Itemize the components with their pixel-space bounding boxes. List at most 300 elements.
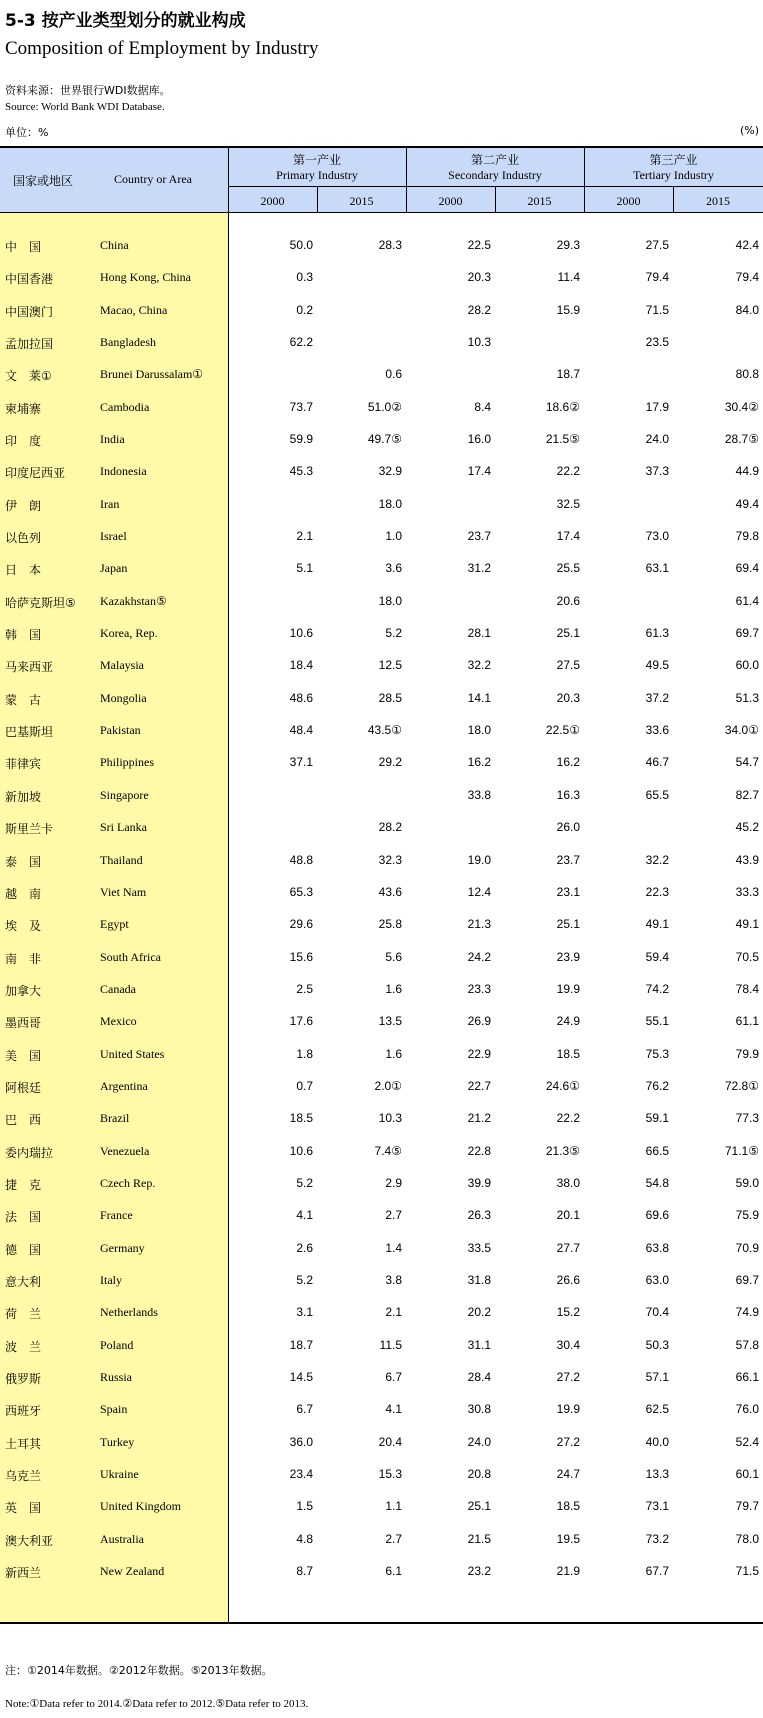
value-cell: 11.4 (557, 270, 580, 285)
value-cell: 62.2 (289, 335, 313, 349)
value-cell: 51.0② (367, 399, 402, 414)
value-cell: 80.8 (735, 367, 759, 382)
value-cell: 61.3 (645, 626, 669, 641)
country-name-en: Mexico (100, 1014, 137, 1029)
value-cell: 70.9 (735, 1240, 759, 1255)
value-cell: 44.9 (735, 464, 759, 479)
country-name-cn: 荷 兰 (5, 1307, 42, 1322)
table-row (0, 1402, 763, 1422)
value-cell: 79.4 (645, 270, 669, 285)
value-cell: 23.7 (467, 529, 491, 544)
value-cell: 5.2 (296, 1175, 313, 1190)
table-row (0, 1241, 763, 1261)
country-name-cn: 马来西亚 (5, 660, 54, 675)
country-name-en: Iran (100, 496, 120, 511)
value-cell: 76.2 (645, 1078, 669, 1093)
value-cell: 70.4 (645, 1305, 669, 1320)
value-cell: 18.4 (289, 658, 313, 673)
value-cell: 32.2 (467, 658, 491, 673)
country-name-en: Brunei Darussalam① (100, 367, 204, 382)
value-cell: 69.4 (735, 561, 759, 576)
page-title-en: Composition of Employment by Industry (5, 38, 319, 59)
value-cell: 49.5 (645, 658, 669, 673)
value-cell: 28.1 (467, 626, 491, 641)
country-name-en: Ukraine (100, 1466, 139, 1481)
value-cell: 50.3 (645, 1337, 669, 1352)
value-cell: 22.5 (467, 238, 491, 252)
country-name-en: Germany (100, 1240, 145, 1255)
table-row (0, 1305, 763, 1325)
value-cell: 36.0 (289, 1434, 313, 1449)
value-cell: 24.6① (545, 1078, 580, 1093)
value-cell: 2.5 (296, 981, 313, 996)
country-name-en: Korea, Rep. (100, 626, 158, 641)
country-name-cn: 中 国 (5, 240, 42, 254)
value-cell: 16.3 (556, 787, 580, 802)
source-cn: 资料来源：世界银行WDI数据库。 (5, 84, 171, 97)
value-cell: 28.2 (467, 302, 491, 317)
table-row (0, 1144, 763, 1164)
table-bottom-border (0, 1622, 763, 1624)
country-name-cn: 文 莱① (5, 369, 52, 384)
value-cell: 4.1 (296, 1208, 313, 1223)
value-cell: 2.6 (296, 1240, 313, 1255)
country-name-en: Thailand (100, 852, 143, 867)
country-name-cn: 俄罗斯 (5, 1371, 42, 1386)
value-cell: 51.3 (735, 690, 759, 705)
country-name-cn: 以色列 (5, 531, 42, 546)
value-cell: 73.1 (645, 1499, 669, 1514)
country-name-cn: 土耳其 (5, 1436, 42, 1451)
value-cell: 26.3 (467, 1208, 491, 1223)
value-cell: 0.6 (385, 367, 402, 382)
source-en: Source: World Bank WDI Database. (5, 101, 165, 113)
value-cell: 10.6 (289, 626, 313, 641)
value-cell: 10.3 (467, 335, 491, 349)
value-cell: 13.3 (645, 1466, 669, 1481)
value-cell: 73.0 (645, 529, 669, 544)
value-cell: 28.3 (378, 238, 402, 252)
value-cell: 71.1⑤ (724, 1143, 759, 1158)
country-name-cn: 德 国 (5, 1242, 42, 1257)
table-row (0, 950, 763, 970)
value-cell: 40.0 (645, 1434, 669, 1449)
header-year-tertiary-2000: 2000 (616, 194, 641, 208)
value-cell: 66.1 (735, 1369, 759, 1384)
value-cell: 49.1 (645, 917, 669, 932)
value-cell: 21.9 (556, 1563, 580, 1578)
value-cell: 30.8 (467, 1402, 491, 1417)
country-name-cn: 加拿大 (5, 983, 42, 998)
value-cell: 5.2 (296, 1272, 313, 1287)
value-cell: 19.0 (467, 852, 491, 867)
value-cell: 11.5 (379, 1337, 402, 1352)
value-cell: 19.9 (556, 1402, 580, 1417)
header-tertiary-en: Tertiary Industry (633, 168, 714, 182)
country-name-cn: 澳大利亚 (5, 1533, 54, 1548)
value-cell: 79.9 (735, 1046, 759, 1061)
value-cell: 20.4 (378, 1434, 402, 1449)
country-name-en: Sri Lanka (100, 820, 147, 835)
country-name-cn: 泰 国 (5, 854, 42, 869)
value-cell: 2.1 (385, 1305, 402, 1320)
value-cell: 74.2 (645, 981, 669, 996)
country-name-en: Indonesia (100, 464, 147, 479)
value-cell: 59.4 (645, 949, 669, 964)
value-cell: 37.2 (645, 690, 669, 705)
country-name-en: Poland (100, 1337, 134, 1352)
value-cell: 25.1 (556, 917, 580, 932)
country-name-en: United Kingdom (100, 1499, 181, 1514)
table-row (0, 626, 763, 646)
table-row (0, 529, 763, 549)
value-cell: 1.5 (296, 1499, 313, 1514)
table-row (0, 1079, 763, 1099)
value-cell: 32.5 (556, 496, 580, 511)
country-name-cn: 柬埔寨 (5, 401, 42, 416)
table-row (0, 1532, 763, 1552)
value-cell: 14.5 (289, 1369, 313, 1384)
country-name-cn: 中国澳门 (5, 304, 54, 319)
value-cell: 1.6 (385, 981, 402, 996)
country-name-en: Philippines (100, 755, 155, 770)
value-cell: 84.0 (735, 302, 759, 317)
value-cell: 26.0 (556, 820, 580, 835)
value-cell: 33.3 (735, 884, 759, 899)
value-cell: 61.1 (735, 1014, 759, 1029)
value-cell: 3.8 (385, 1272, 402, 1287)
value-cell: 19.5 (556, 1531, 580, 1546)
country-name-en: New Zealand (100, 1563, 165, 1578)
value-cell: 63.8 (645, 1240, 669, 1255)
table-row (0, 1338, 763, 1358)
value-cell: 6.7 (296, 1402, 313, 1417)
value-cell: 21.3 (467, 917, 491, 932)
value-cell: 17.4 (467, 464, 491, 479)
value-cell: 12.5 (378, 658, 402, 673)
country-name-cn: 英 国 (5, 1501, 42, 1516)
country-name-cn: 中国香港 (5, 272, 54, 287)
country-name-en: Venezuela (100, 1143, 150, 1158)
value-cell: 5.1 (296, 561, 313, 576)
value-cell: 20.3 (556, 690, 580, 705)
value-cell: 15.3 (378, 1466, 402, 1481)
value-cell: 74.9 (735, 1305, 759, 1320)
header-primary-en: Primary Industry (276, 168, 358, 182)
value-cell: 37.3 (645, 464, 669, 479)
country-name-en: Japan (100, 561, 128, 576)
country-name-cn: 孟加拉国 (5, 337, 54, 351)
value-cell: 26.6 (556, 1272, 580, 1287)
country-name-cn: 波 兰 (5, 1339, 42, 1354)
value-cell: 28.2 (378, 820, 402, 835)
value-cell: 77.3 (735, 1111, 759, 1126)
value-cell: 59.9 (289, 432, 313, 446)
value-cell: 30.4 (556, 1337, 580, 1352)
value-cell: 20.2 (467, 1305, 491, 1320)
country-name-en: Singapore (100, 787, 149, 802)
value-cell: 25.8 (378, 917, 402, 932)
value-cell: 16.0 (467, 432, 491, 446)
country-name-cn: 委内瑞拉 (5, 1145, 54, 1160)
country-name-en: Bangladesh (100, 335, 156, 349)
table-row (0, 1499, 763, 1519)
value-cell: 69.6 (645, 1208, 669, 1223)
country-name-en: Egypt (100, 917, 129, 932)
country-name-en: Brazil (100, 1111, 130, 1126)
page-title-cn: 5-3 按产业类型划分的就业构成 (5, 11, 246, 31)
value-cell: 18.7 (289, 1337, 313, 1352)
table-row (0, 464, 763, 484)
value-cell: 45.3 (289, 464, 313, 479)
value-cell: 63.1 (645, 561, 669, 576)
value-cell: 2.0① (374, 1078, 402, 1093)
value-cell: 20.8 (467, 1466, 491, 1481)
country-name-cn: 埃 及 (5, 919, 42, 934)
value-cell: 57.1 (645, 1369, 669, 1384)
country-name-cn: 新西兰 (5, 1565, 42, 1580)
value-cell: 48.8 (289, 852, 313, 867)
value-cell: 45.2 (735, 820, 759, 835)
value-cell: 17.9 (645, 399, 669, 414)
value-cell: 24.2 (467, 949, 491, 964)
value-cell: 0.3 (296, 270, 313, 285)
value-cell: 55.1 (645, 1014, 669, 1029)
value-cell: 43.9 (735, 852, 759, 867)
value-cell: 20.1 (556, 1208, 580, 1223)
table-row (0, 853, 763, 873)
value-cell: 33.6 (645, 723, 669, 738)
value-cell: 82.7 (735, 787, 759, 802)
value-cell: 1.4 (385, 1240, 402, 1255)
value-cell: 15.2 (556, 1305, 580, 1320)
value-cell: 18.5 (556, 1499, 580, 1514)
table-row (0, 1208, 763, 1228)
value-cell: 33.8 (467, 787, 491, 802)
value-cell: 17.6 (289, 1014, 313, 1029)
value-cell: 60.1 (735, 1466, 759, 1481)
country-name-cn: 法 国 (5, 1210, 42, 1225)
country-name-cn: 韩 国 (5, 628, 42, 643)
value-cell: 29.3 (556, 238, 580, 252)
value-cell: 2.9 (385, 1175, 402, 1190)
value-cell: 13.5 (378, 1014, 402, 1029)
value-cell: 1.0 (385, 529, 402, 544)
value-cell: 1.6 (385, 1046, 402, 1061)
value-cell: 22.9 (467, 1046, 491, 1061)
country-name-en: Australia (100, 1531, 144, 1546)
table-row (0, 303, 763, 323)
table-row (0, 885, 763, 905)
country-name-en: Italy (100, 1272, 122, 1287)
country-name-cn: 伊 朗 (5, 498, 42, 513)
value-cell: 22.7 (467, 1078, 491, 1093)
header-year-tertiary-2015: 2015 (706, 194, 730, 208)
value-cell: 16.2 (467, 755, 491, 770)
table-row (0, 400, 763, 420)
header-year-secondary-2015: 2015 (527, 194, 552, 208)
country-name-en: Mongolia (100, 690, 147, 705)
value-cell: 31.1 (467, 1337, 491, 1352)
table-row (0, 594, 763, 614)
table-row (0, 1435, 763, 1455)
value-cell: 32.9 (378, 464, 402, 479)
value-cell: 71.5 (645, 302, 669, 317)
value-cell: 21.5⑤ (545, 432, 580, 446)
value-cell: 30.4② (724, 399, 759, 414)
value-cell: 38.0 (556, 1175, 580, 1190)
country-name-en: Cambodia (100, 399, 150, 414)
value-cell: 42.4 (735, 238, 759, 252)
value-cell: 76.0 (735, 1402, 759, 1417)
value-cell: 22.2 (556, 1111, 580, 1126)
value-cell: 48.6 (289, 690, 313, 705)
value-cell: 59.1 (645, 1111, 669, 1126)
table-row (0, 335, 763, 355)
value-cell: 0.2 (296, 302, 313, 317)
table-row (0, 658, 763, 678)
value-cell: 15.6 (289, 949, 313, 964)
country-name-cn: 巴基斯坦 (5, 725, 54, 740)
value-cell: 43.5① (367, 723, 402, 738)
value-cell: 22.5① (545, 723, 580, 738)
country-name-en: Spain (100, 1402, 128, 1417)
table-row (0, 982, 763, 1002)
table-row (0, 1014, 763, 1034)
value-cell: 65.3 (289, 884, 313, 899)
value-cell: 75.3 (645, 1046, 669, 1061)
country-name-en: Kazakhstan⑤ (100, 593, 167, 608)
value-cell: 22.8 (467, 1143, 491, 1158)
value-cell: 78.4 (735, 981, 759, 996)
table-row (0, 367, 763, 387)
value-cell: 43.6 (378, 884, 402, 899)
value-cell: 54.8 (645, 1175, 669, 1190)
value-cell: 52.4 (735, 1434, 759, 1449)
value-cell: 22.2 (556, 464, 580, 479)
country-name-en: Macao, China (100, 302, 168, 317)
header-tertiary-cn: 第三产业 (649, 153, 698, 167)
value-cell: 79.8 (735, 529, 759, 544)
header-country-en: Country or Area (114, 172, 192, 186)
value-cell: 12.4 (467, 884, 491, 899)
table-row (0, 238, 763, 258)
value-cell: 31.2 (467, 561, 491, 576)
country-name-en: Israel (100, 529, 127, 544)
value-cell: 25.1 (467, 1499, 491, 1514)
country-name-cn: 越 南 (5, 886, 42, 901)
unit-label-right: (%) (739, 124, 759, 137)
table-row (0, 497, 763, 517)
header-primary-cn: 第一产业 (292, 153, 341, 167)
country-name-en: Pakistan (100, 723, 141, 738)
value-cell: 27.7 (556, 1240, 580, 1255)
value-cell: 60.0 (735, 658, 759, 673)
header-secondary-cn: 第二产业 (470, 153, 519, 167)
value-cell: 18.5 (289, 1111, 313, 1126)
value-cell: 24.7 (556, 1466, 580, 1481)
country-name-en: Russia (100, 1369, 133, 1384)
value-cell: 27.5 (645, 238, 669, 252)
value-cell: 29.2 (378, 755, 402, 770)
value-cell: 5.6 (385, 949, 402, 964)
country-name-en: India (100, 432, 125, 446)
country-name-cn: 阿根廷 (5, 1080, 42, 1095)
value-cell: 62.5 (645, 1402, 669, 1417)
value-cell: 31.8 (467, 1272, 491, 1287)
value-cell: 23.1 (556, 884, 580, 899)
country-name-en: France (100, 1208, 133, 1223)
country-name-en: Viet Nam (100, 884, 147, 899)
table-row (0, 788, 763, 808)
value-cell: 75.9 (735, 1208, 759, 1223)
value-cell: 17.4 (556, 529, 580, 544)
country-name-cn: 捷 克 (5, 1177, 42, 1192)
value-cell: 19.9 (556, 981, 580, 996)
country-name-cn: 日 本 (5, 563, 42, 578)
header-secondary-en: Secondary Industry (448, 168, 542, 182)
value-cell: 71.5 (735, 1563, 759, 1578)
value-cell: 21.3⑤ (545, 1143, 580, 1158)
table-row (0, 755, 763, 775)
value-cell: 46.7 (645, 755, 669, 770)
country-name-cn: 印度尼西亚 (5, 466, 66, 481)
value-cell: 0.7 (296, 1078, 313, 1093)
table-row (0, 691, 763, 711)
value-cell: 18.0 (378, 496, 402, 511)
table-row (0, 270, 763, 290)
value-cell: 54.7 (735, 755, 759, 770)
value-cell: 66.5 (645, 1143, 669, 1158)
table-row (0, 1370, 763, 1390)
value-cell: 69.7 (735, 1272, 759, 1287)
value-cell: 23.9 (556, 949, 580, 964)
table-row (0, 1176, 763, 1196)
value-cell: 4.8 (296, 1531, 313, 1546)
country-name-cn: 乌克兰 (5, 1468, 42, 1483)
table-row (0, 1273, 763, 1293)
value-cell: 1.1 (385, 1499, 402, 1514)
country-name-cn: 墨西哥 (5, 1016, 42, 1031)
value-cell: 59.0 (735, 1175, 759, 1190)
value-cell: 25.1 (556, 626, 580, 641)
value-cell: 49.4 (735, 496, 759, 511)
value-cell: 33.5 (467, 1240, 491, 1255)
value-cell: 16.2 (556, 755, 580, 770)
value-cell: 28.7⑤ (724, 432, 759, 446)
country-name-en: Netherlands (100, 1305, 158, 1320)
footnote-en: Note:①Data refer to 2014.②Data refer to 2012.⑤Data refer to 2013. (5, 1698, 309, 1710)
value-cell: 23.3 (467, 981, 491, 996)
value-cell: 22.3 (645, 884, 669, 899)
value-cell: 69.7 (735, 626, 759, 641)
value-cell: 1.8 (296, 1046, 313, 1061)
value-cell: 24.0 (467, 1434, 491, 1449)
value-cell: 3.1 (296, 1305, 313, 1320)
value-cell: 2.1 (296, 529, 313, 544)
value-cell: 24.9 (556, 1014, 580, 1029)
value-cell: 61.4 (735, 593, 759, 608)
value-cell: 73.2 (645, 1531, 669, 1546)
table-row (0, 432, 763, 452)
value-cell: 8.7 (296, 1563, 313, 1578)
value-cell: 20.3 (467, 270, 491, 285)
header-year-primary-2000: 2000 (260, 194, 285, 208)
country-name-cn: 南 非 (5, 951, 42, 966)
value-cell: 21.2 (467, 1111, 491, 1126)
value-cell: 28.4 (467, 1369, 491, 1384)
country-name-cn: 菲律宾 (5, 757, 42, 772)
